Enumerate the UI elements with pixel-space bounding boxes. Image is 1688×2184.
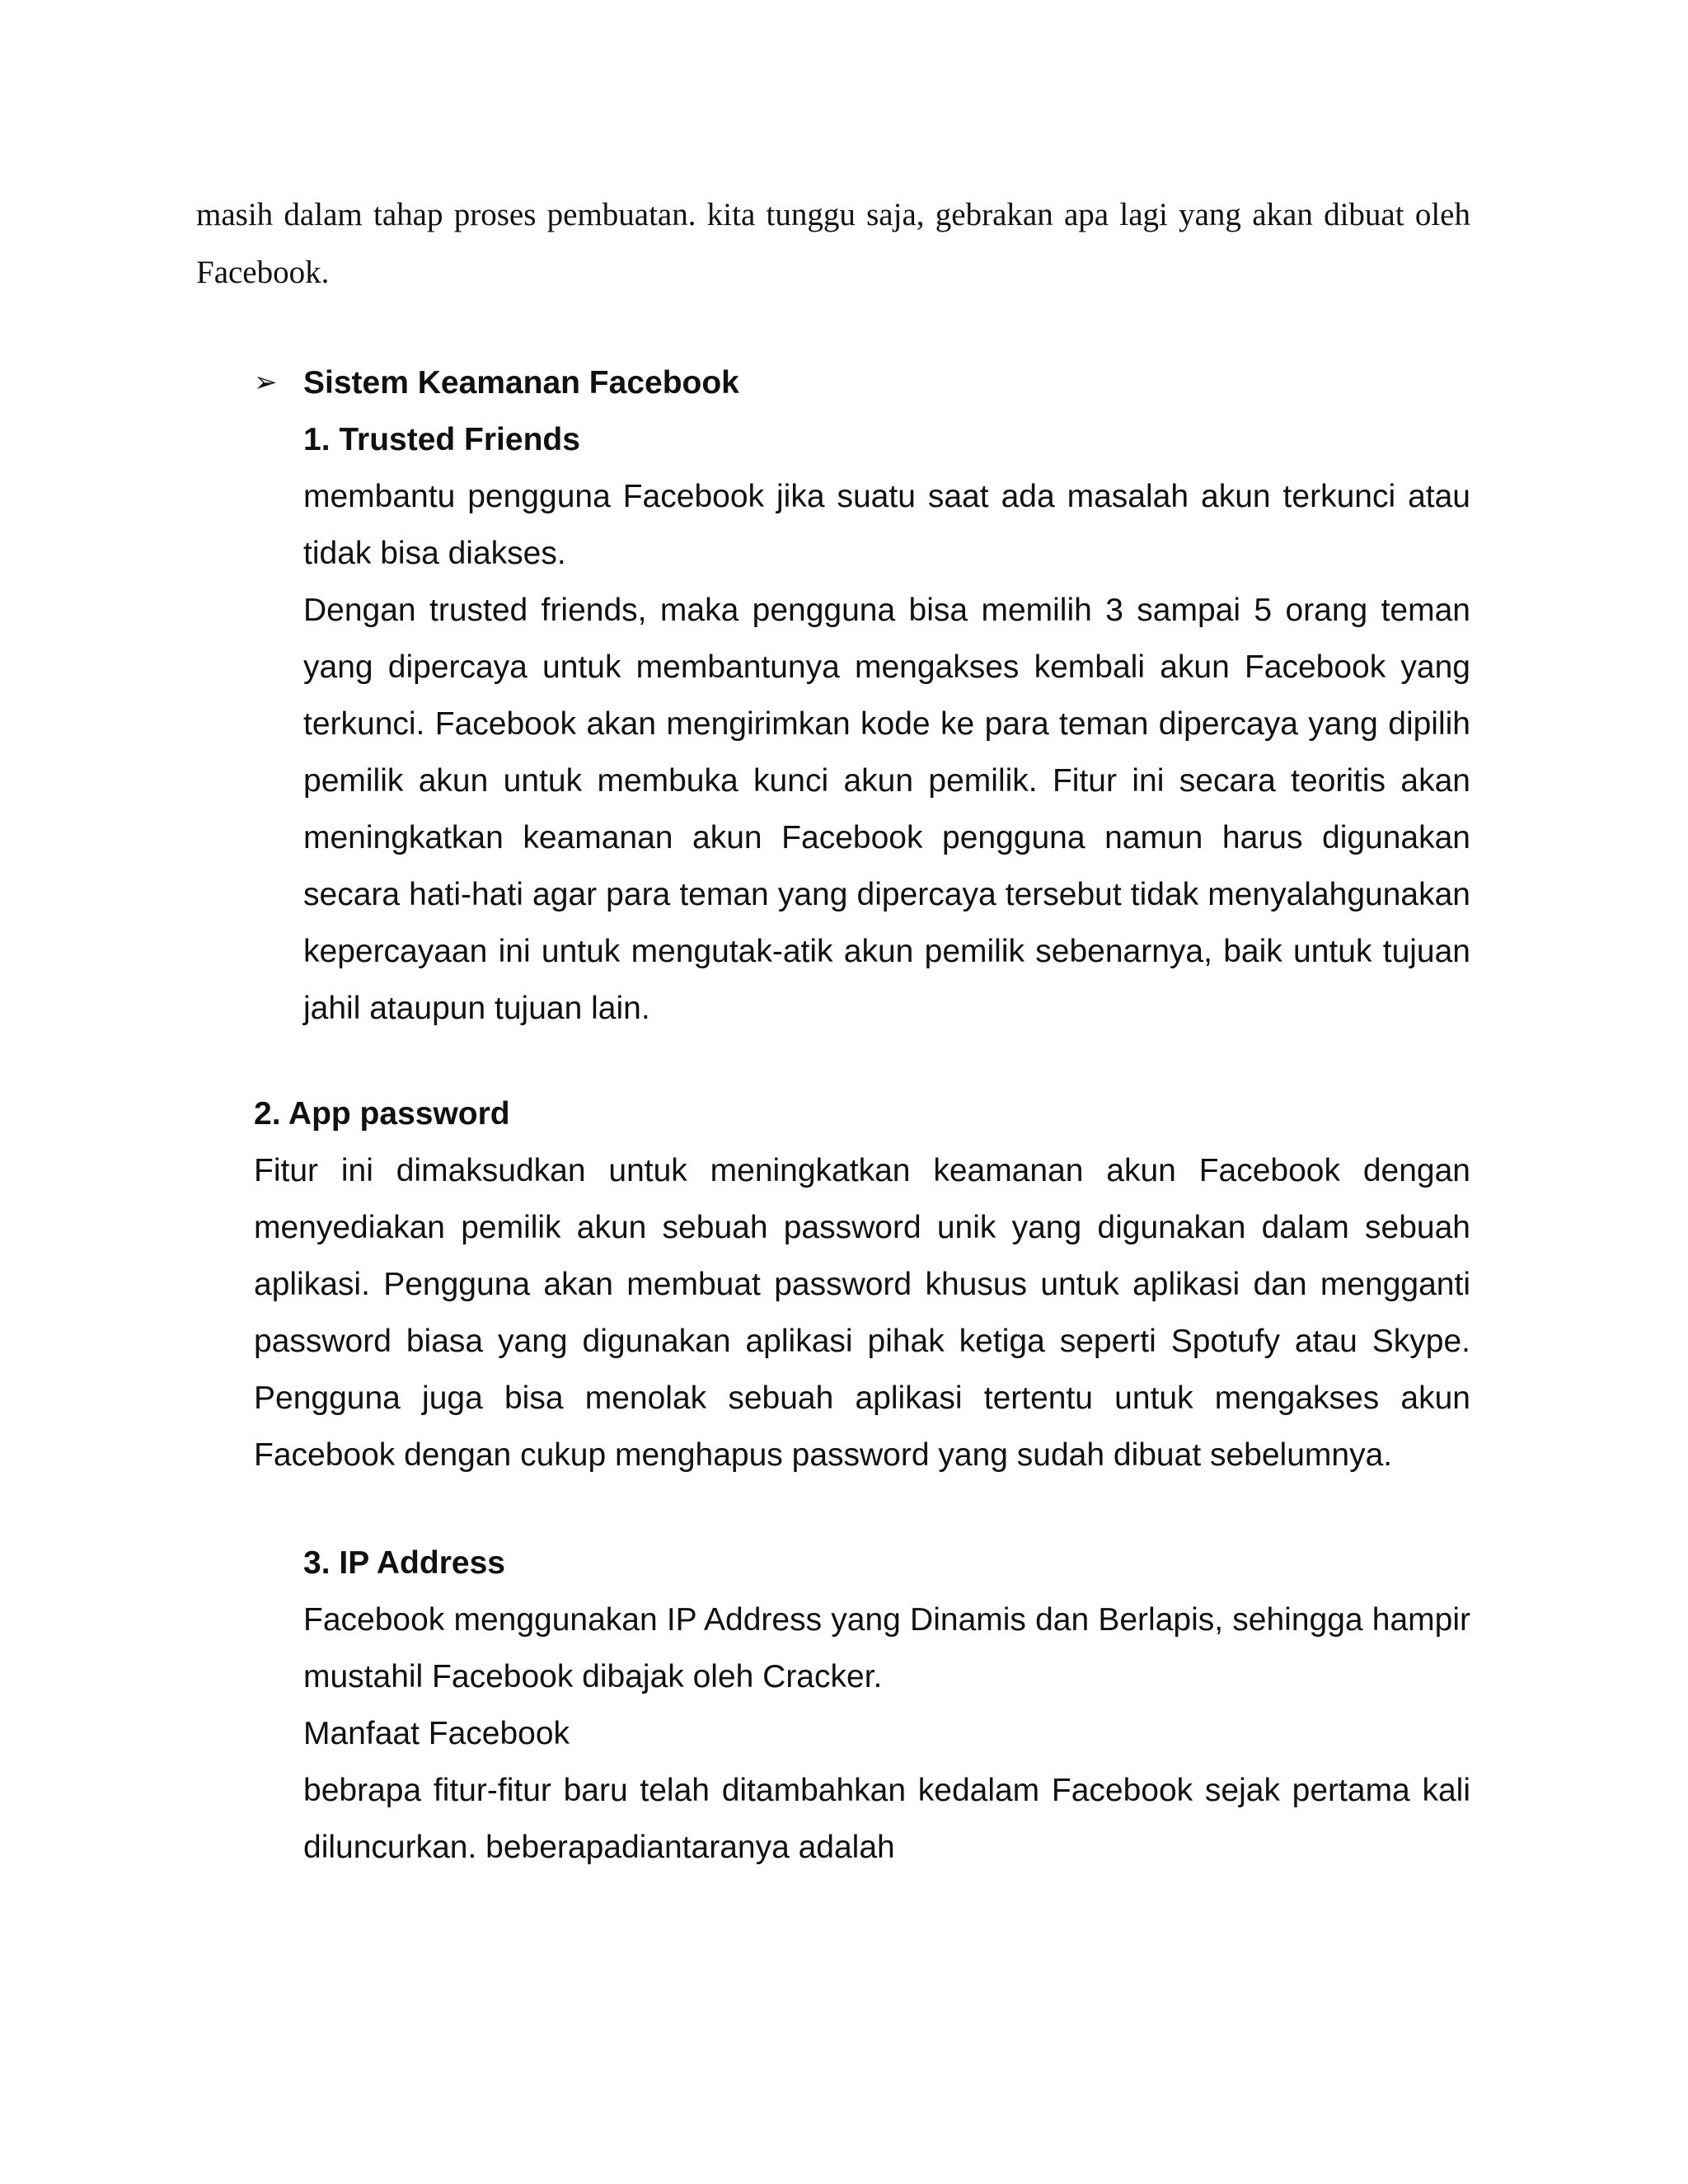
intro-paragraph: masih dalam tahap proses pembuatan. kita tunggu saja, gebrakan apa lagi yang akan dibuat oleh Facebook. [196, 197, 1470, 290]
app-password-section [254, 1085, 1470, 1483]
ip-address-paragraph-1: Facebook menggunakan IP Address yang Dinamis dan Berlapis, sehingga hampir mustahil Facebook dibajak oleh Cracker. [303, 1602, 1470, 1694]
manfaat-facebook-line: Manfaat Facebook [303, 1716, 570, 1751]
trusted-friends-paragraph-2: Dengan trusted friends, maka pengguna bisa memilih 3 sampai 5 orang teman yang dipercaya untuk membantunya mengakses kembali akun Facebook yang terkunci. Facebook akan mengirimkan kode ke para teman dipercaya yang dipilih pemilik akun untuk membuka kunci akun pemilik. Fitur ini secara teoritis akan meningkatkan keamanan akun Facebook pengguna namun harus digunakan secara hati-hati agar para teman yang dipercaya tersebut tidak menyalahgunakan kepercayaan ini untuk mengutak-atik akun pemilik sebenarnya, baik untuk tujuan jahil ataupun tujuan lain. [303, 593, 1470, 1026]
section-heading [254, 354, 1408, 411]
trusted-friends-section [303, 411, 1470, 1037]
trusted-friends-paragraph-1: membantu pengguna Facebook jika suatu saat ada masalah akun terkunci atau tidak bisa diakses. [303, 479, 1470, 571]
ip-address-paragraph-3: bebrapa fitur-fitur baru telah ditambahkan kedalam Facebook sejak pertama kali diluncurkan. beberapadiantaranya adalah [303, 1773, 1470, 1865]
trusted-friends-heading: 1. Trusted Friends [303, 422, 580, 457]
app-password-paragraph: Fitur ini dimaksudkan untuk meningkatkan keamanan akun Facebook dengan menyediakan pemilik akun sebuah password unik yang digunakan dalam sebuah aplikasi. Pengguna akan membuat password khusus untuk aplikasi dan mengganti password biasa yang digunakan aplikasi pihak ketiga seperti Spotufy atau Skype. Pengguna juga bisa menolak sebuah aplikasi tertentu untuk mengakses akun Facebook dengan cukup menghapus password yang sudah dibuat sebelumnya. [254, 1153, 1470, 1473]
arrowhead-bullet-icon: ➢ [254, 367, 278, 398]
section-title: Sistem Keamanan Facebook [303, 365, 739, 401]
ip-address-heading: 3. IP Address [303, 1545, 505, 1581]
app-password-heading: 2. App password [254, 1096, 510, 1132]
ip-address-section [303, 1535, 1470, 1876]
